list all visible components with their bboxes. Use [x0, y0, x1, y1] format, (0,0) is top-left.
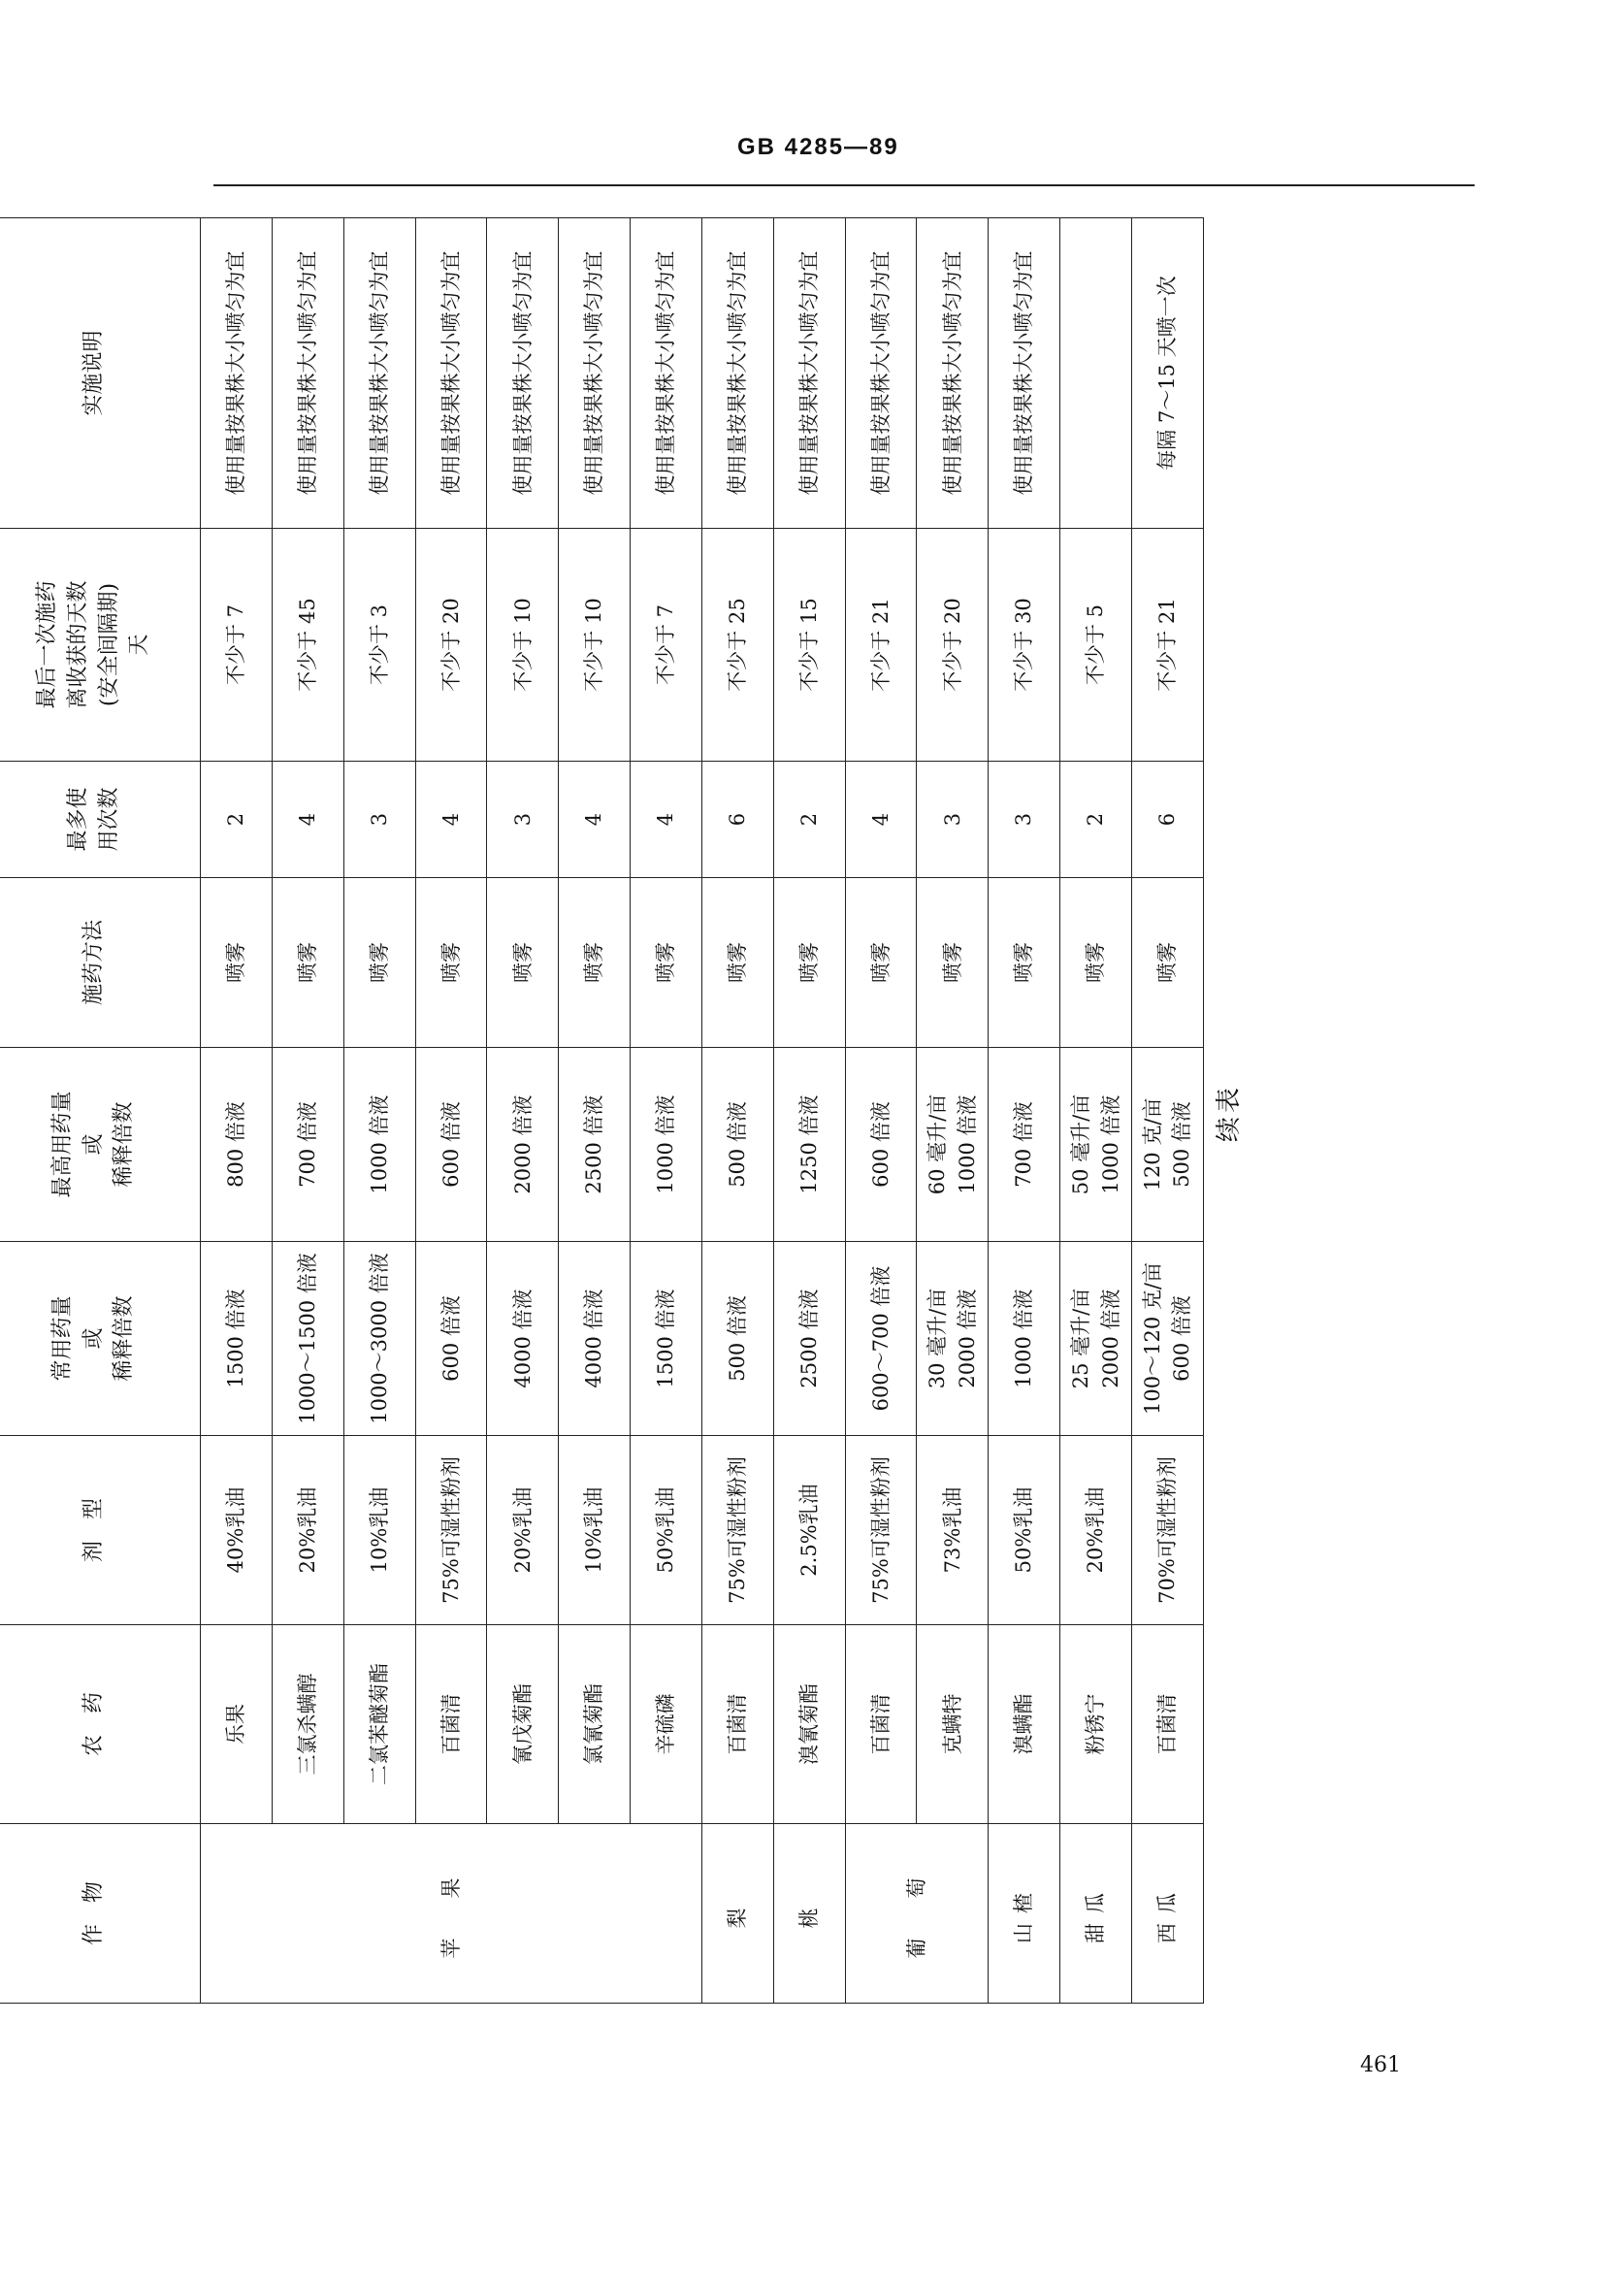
- header-common-dose: 常用药量 或 稀释倍数: [0, 1242, 201, 1436]
- max-times-cell: 3: [343, 762, 415, 878]
- max-dose-cell: 1000 倍液: [343, 1048, 415, 1242]
- pesticide-cell: 百菌清: [701, 1625, 773, 1824]
- formulation-cell: 50%乳油: [631, 1436, 702, 1625]
- table-row: [1131, 218, 1203, 2004]
- interval-cell: 不少于 5: [1060, 529, 1132, 762]
- pesticide-cell: 溴氰菊酯: [773, 1625, 845, 1824]
- table-row: [559, 218, 631, 2004]
- interval-cell: 不少于 21: [1131, 529, 1203, 762]
- common-dose-cell: 1000 倍液: [989, 1242, 1060, 1436]
- max-dose-cell: 2500 倍液: [559, 1048, 631, 1242]
- common-dose-cell: 600 倍液: [415, 1242, 487, 1436]
- table-row: [631, 218, 702, 2004]
- max-dose-cell: 500 倍液: [701, 1048, 773, 1242]
- pesticide-cell: 三氯杀螨醇: [272, 1625, 343, 1824]
- max-times-cell: 6: [1131, 762, 1203, 878]
- header-method: 施药方法: [0, 878, 201, 1048]
- crop-cell: 苹 果: [201, 1824, 702, 2004]
- common-dose-cell: 30 毫升/亩 2000 倍液: [917, 1242, 989, 1436]
- max-times-cell: 3: [989, 762, 1060, 878]
- crop-cell: 桃: [773, 1824, 845, 2004]
- header-max-dose: 最高用药量 或 稀释倍数: [0, 1048, 201, 1242]
- note-cell: [1060, 218, 1132, 529]
- common-dose-cell: 500 倍液: [701, 1242, 773, 1436]
- table-row: [272, 218, 343, 2004]
- note-cell: 使用量按果株大小喷匀为宜: [631, 218, 702, 529]
- crop-cell: 西瓜: [1131, 1824, 1203, 2004]
- pesticide-cell: 克螨特: [917, 1625, 989, 1824]
- crop-cell: 梨: [701, 1824, 773, 2004]
- max-dose-cell: 50 毫升/亩 1000 倍液: [1060, 1048, 1132, 1242]
- interval-cell: 不少于 15: [773, 529, 845, 762]
- note-cell: 使用量按果株大小喷匀为宜: [773, 218, 845, 529]
- table-row: [1060, 218, 1132, 2004]
- formulation-cell: 20%乳油: [1060, 1436, 1132, 1625]
- max-times-cell: 4: [272, 762, 343, 878]
- interval-cell: 不少于 3: [343, 529, 415, 762]
- note-cell: 使用量按果株大小喷匀为宜: [917, 218, 989, 529]
- pesticide-table: [0, 217, 1204, 2004]
- method-cell: 喷雾: [631, 878, 702, 1048]
- note-cell: 使用量按果株大小喷匀为宜: [487, 218, 559, 529]
- table-row: [201, 218, 273, 2004]
- max-dose-cell: 600 倍液: [845, 1048, 917, 1242]
- formulation-cell: 75%可湿性粉剂: [415, 1436, 487, 1625]
- note-cell: 使用量按果株大小喷匀为宜: [343, 218, 415, 529]
- max-dose-cell: 600 倍液: [415, 1048, 487, 1242]
- formulation-cell: 20%乳油: [487, 1436, 559, 1625]
- max-dose-cell: 1000 倍液: [631, 1048, 702, 1242]
- table-row: [845, 218, 917, 2004]
- max-dose-cell: 60 毫升/亩 1000 倍液: [917, 1048, 989, 1242]
- table-body: [201, 218, 1204, 2004]
- max-times-cell: 4: [559, 762, 631, 878]
- common-dose-cell: 1000～3000 倍液: [343, 1242, 415, 1436]
- header-max-times: 最多使 用次数: [0, 762, 201, 878]
- common-dose-cell: 4000 倍液: [487, 1242, 559, 1436]
- interval-cell: 不少于 20: [415, 529, 487, 762]
- method-cell: 喷雾: [343, 878, 415, 1048]
- method-cell: 喷雾: [201, 878, 273, 1048]
- max-times-cell: 3: [917, 762, 989, 878]
- table-row: [487, 218, 559, 2004]
- method-cell: 喷雾: [701, 878, 773, 1048]
- table-row: [989, 218, 1060, 2004]
- formulation-cell: 10%乳油: [559, 1436, 631, 1625]
- table-row: [343, 218, 415, 2004]
- crop-cell: 山楂: [989, 1824, 1060, 2004]
- method-cell: 喷雾: [845, 878, 917, 1048]
- formulation-cell: 75%可湿性粉剂: [845, 1436, 917, 1625]
- crop-cell: 葡 萄: [845, 1824, 989, 2004]
- formulation-cell: 2.5%乳油: [773, 1436, 845, 1625]
- common-dose-cell: 4000 倍液: [559, 1242, 631, 1436]
- max-times-cell: 2: [201, 762, 273, 878]
- formulation-cell: 20%乳油: [272, 1436, 343, 1625]
- crop-cell: 甜瓜: [1060, 1824, 1132, 2004]
- interval-cell: 不少于 10: [487, 529, 559, 762]
- table-header-row: [0, 218, 201, 2004]
- pesticide-cell: 氰戊菊酯: [487, 1625, 559, 1824]
- max-dose-cell: 2000 倍液: [487, 1048, 559, 1242]
- common-dose-cell: 1500 倍液: [631, 1242, 702, 1436]
- table-row: [415, 218, 487, 2004]
- table-row: [773, 218, 845, 2004]
- interval-cell: 不少于 30: [989, 529, 1060, 762]
- max-dose-cell: 800 倍液: [201, 1048, 273, 1242]
- header-interval: 最后一次施药 离收获的天数 (安全间隔期) 天: [0, 529, 201, 762]
- common-dose-cell: 25 毫升/亩 2000 倍液: [1060, 1242, 1132, 1436]
- pesticide-cell: 辛硫磷: [631, 1625, 702, 1824]
- max-times-cell: 2: [1060, 762, 1132, 878]
- pesticide-cell: 乐果: [201, 1625, 273, 1824]
- common-dose-cell: 1000～1500 倍液: [272, 1242, 343, 1436]
- method-cell: 喷雾: [487, 878, 559, 1048]
- max-times-cell: 4: [845, 762, 917, 878]
- pesticide-cell: 粉锈宁: [1060, 1625, 1132, 1824]
- interval-cell: 不少于 20: [917, 529, 989, 762]
- pesticide-cell: 氯氰菊酯: [559, 1625, 631, 1824]
- pesticide-cell: 百菌清: [415, 1625, 487, 1824]
- formulation-cell: 75%可湿性粉剂: [701, 1436, 773, 1625]
- formulation-cell: 73%乳油: [917, 1436, 989, 1625]
- method-cell: 喷雾: [415, 878, 487, 1048]
- pesticide-cell: 百菌清: [1131, 1625, 1203, 1824]
- common-dose-cell: 1500 倍液: [201, 1242, 273, 1436]
- interval-cell: 不少于 7: [631, 529, 702, 762]
- header-note: 实施说明: [0, 218, 201, 529]
- max-dose-cell: 1250 倍液: [773, 1048, 845, 1242]
- interval-cell: 不少于 25: [701, 529, 773, 762]
- table-region: [0, 218, 1244, 2004]
- note-cell: 每隔 7～15 天喷一次: [1131, 218, 1203, 529]
- header-rule: [213, 184, 1475, 186]
- note-cell: 使用量按果株大小喷匀为宜: [201, 218, 273, 529]
- max-dose-cell: 120 克/亩 500 倍液: [1131, 1048, 1203, 1242]
- max-times-cell: 4: [415, 762, 487, 878]
- table-row: [917, 218, 989, 2004]
- common-dose-cell: 600～700 倍液: [845, 1242, 917, 1436]
- pesticide-cell: 二氯苯醚菊酯: [343, 1625, 415, 1824]
- formulation-cell: 70%可湿性粉剂: [1131, 1436, 1203, 1625]
- method-cell: 喷雾: [559, 878, 631, 1048]
- formulation-cell: 50%乳油: [989, 1436, 1060, 1625]
- note-cell: 使用量按果株大小喷匀为宜: [989, 218, 1060, 529]
- max-times-cell: 4: [631, 762, 702, 878]
- note-cell: 使用量按果株大小喷匀为宜: [415, 218, 487, 529]
- method-cell: 喷雾: [272, 878, 343, 1048]
- note-cell: 使用量按果株大小喷匀为宜: [845, 218, 917, 529]
- page-number: 461: [1360, 2053, 1401, 2077]
- method-cell: 喷雾: [773, 878, 845, 1048]
- common-dose-cell: 2500 倍液: [773, 1242, 845, 1436]
- interval-cell: 不少于 10: [559, 529, 631, 762]
- table-caption: 续表: [1215, 1083, 1244, 1142]
- note-cell: 使用量按果株大小喷匀为宜: [701, 218, 773, 529]
- header-formulation: 剂 型: [0, 1436, 201, 1625]
- standard-number: GB 4285—89: [737, 134, 899, 160]
- pesticide-cell: 百菌清: [845, 1625, 917, 1824]
- method-cell: 喷雾: [989, 878, 1060, 1048]
- header-crop: 作 物: [0, 1824, 201, 2004]
- interval-cell: 不少于 21: [845, 529, 917, 762]
- formulation-cell: 40%乳油: [201, 1436, 273, 1625]
- common-dose-cell: 100～120 克/亩 600 倍液: [1131, 1242, 1203, 1436]
- header-pesticide: 农 药: [0, 1625, 201, 1824]
- max-dose-cell: 700 倍液: [272, 1048, 343, 1242]
- pesticide-cell: 溴螨酯: [989, 1625, 1060, 1824]
- max-dose-cell: 700 倍液: [989, 1048, 1060, 1242]
- method-cell: 喷雾: [1131, 878, 1203, 1048]
- method-cell: 喷雾: [917, 878, 989, 1048]
- max-times-cell: 3: [487, 762, 559, 878]
- note-cell: 使用量按果株大小喷匀为宜: [559, 218, 631, 529]
- interval-cell: 不少于 45: [272, 529, 343, 762]
- formulation-cell: 10%乳油: [343, 1436, 415, 1625]
- max-times-cell: 6: [701, 762, 773, 878]
- max-times-cell: 2: [773, 762, 845, 878]
- interval-cell: 不少于 7: [201, 529, 273, 762]
- table-row: [701, 218, 773, 2004]
- note-cell: 使用量按果株大小喷匀为宜: [272, 218, 343, 529]
- method-cell: 喷雾: [1060, 878, 1132, 1048]
